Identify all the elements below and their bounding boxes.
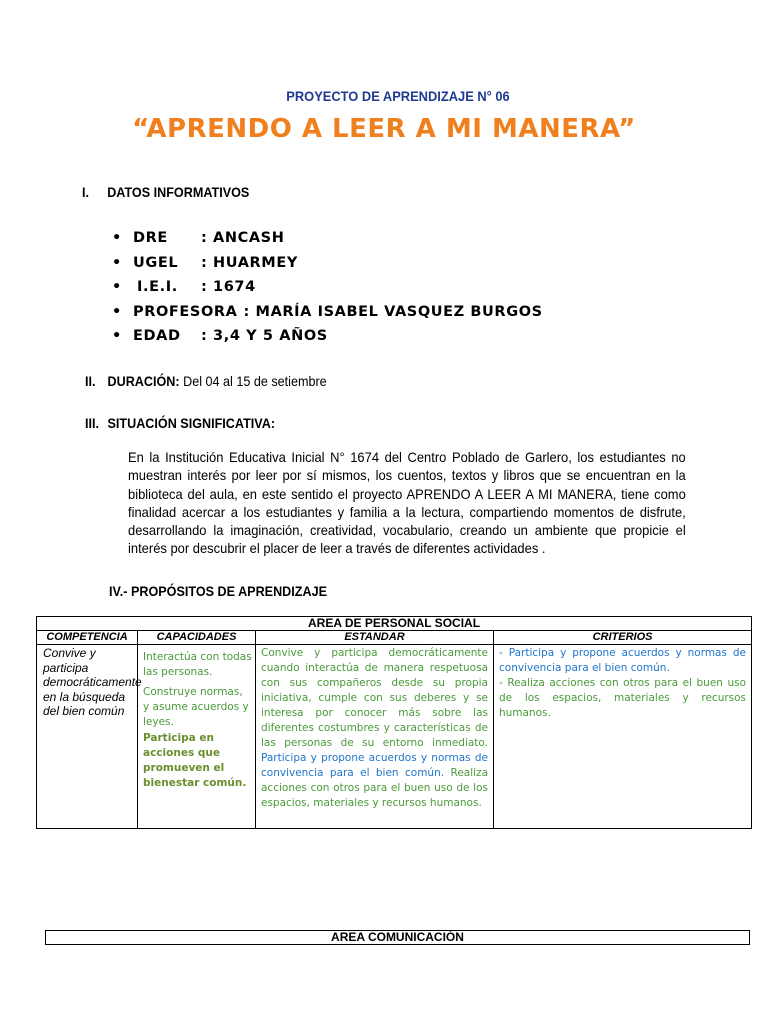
dato-value: : 3,4 Y 5 AÑOS [201,328,328,344]
dato-label: EDAD [133,328,181,344]
datos-list [112,226,543,349]
section-heading: DURACIÓN: [107,373,180,389]
duracion-value: Del 04 al 15 de setiembre [183,373,327,389]
list-item [112,251,543,276]
capacidad-item: Interactúa con todas las personas. [143,651,252,678]
comunicacion-area-header: AREA COMUNICACIÓN [45,930,750,945]
dato-label: DRE [133,230,168,246]
dato-label: I.E.I. [137,279,178,295]
section-duracion [85,373,327,389]
list-item [112,300,543,325]
column-header: CRITERIOS [494,631,752,645]
list-item [112,324,543,349]
section-heading: DATOS INFORMATIVOS [107,184,250,200]
capacidades-cell [138,645,256,829]
section-propositos [109,583,327,599]
list-item [112,275,543,300]
project-subtitle: PROYECTO DE APRENDIZAJE N° 06 [286,88,510,104]
column-header: ESTANDAR [256,631,494,645]
dato-value: : 1674 [201,279,256,295]
situacion-paragraph: En la Institución Educativa Inicial N° 1674 del Centro Poblado de Garlero, los estudiantes no muestran interés por leer por sí mismos, los cuentos, textos y libros que se encuentran en la biblioteca del aula, en este sentido el proyecto APRENDO A LEER A MI MANERA, tiene como finalidad acercar a los estudiantes y familia a la lectura, compartiendo momentos de disfrute, desarrollando la imaginación, creatividad, vocabulario, creando un ambiente que propicie el interés por descubrir el placer de leer a través de diferentes actividades . [128,449,686,557]
dato-value: : MARÍA ISABEL VASQUEZ BURGOS [243,303,543,320]
section-heading: SITUACIÓN SIGNIFICATIVA: [107,415,276,431]
column-header: CAPACIDADES [138,631,256,645]
bullet-icon: • [112,303,122,320]
dato-value: : HUARMEY [201,254,298,271]
competencia-cell: Convive y participa democráticamente en la búsqueda del bien común [37,645,138,829]
capacidad-item: Construye normas, y asume acuerdos y leyes. [143,686,249,728]
dato-value: : ANCASH [201,230,285,246]
area-header: AREA DE PERSONAL SOCIAL [37,617,752,631]
project-title: “APRENDO A LEER A MI MANERA” [132,114,636,144]
criterio-item: - Participa y propone acuerdos y normas de convivencia para el bien común. [499,647,747,674]
section-number: III. [85,415,100,431]
dato-label: UGEL [133,254,179,271]
column-header: COMPETENCIA [37,631,138,645]
capacidad-item: Participa en acciones que promueven el bienestar común. [143,732,247,789]
dato-label: PROFESORA [133,303,238,320]
section-heading: IV.- PROPÓSITOS DE APRENDIZAJE [109,583,327,599]
estandar-text: Participa y propone acuerdos y normas de convivencia para el bien común. [261,752,488,779]
personal-social-table [36,616,752,829]
estandar-text: Realiza acciones con otros para el buen uso de los espacios, materiales y recursos humanos. [261,767,488,809]
estandar-text: Convive y participa democráticamente cuando interactúa de manera respetuosa con sus compañeros desde su propia iniciativa, cumple con sus deberes y se interesa por conocer más sobre las diferentes costumbres y características de las personas de su entorno inmediato. [261,647,488,749]
criterios-cell [494,645,752,829]
criterio-item: - Realiza acciones con otros para el buen uso de los espacios, materiales y recursos humanos. [499,677,747,719]
list-item [112,226,543,251]
section-number: II. [85,373,96,389]
section-datos-informativos [82,184,249,200]
section-number: I. [82,184,90,200]
section-situacion [85,415,275,431]
estandar-cell [256,645,494,829]
bullet-icon: • [112,230,122,246]
bullet-icon: • [112,254,122,271]
bullet-icon: • [112,279,122,295]
bullet-icon: • [112,328,122,344]
